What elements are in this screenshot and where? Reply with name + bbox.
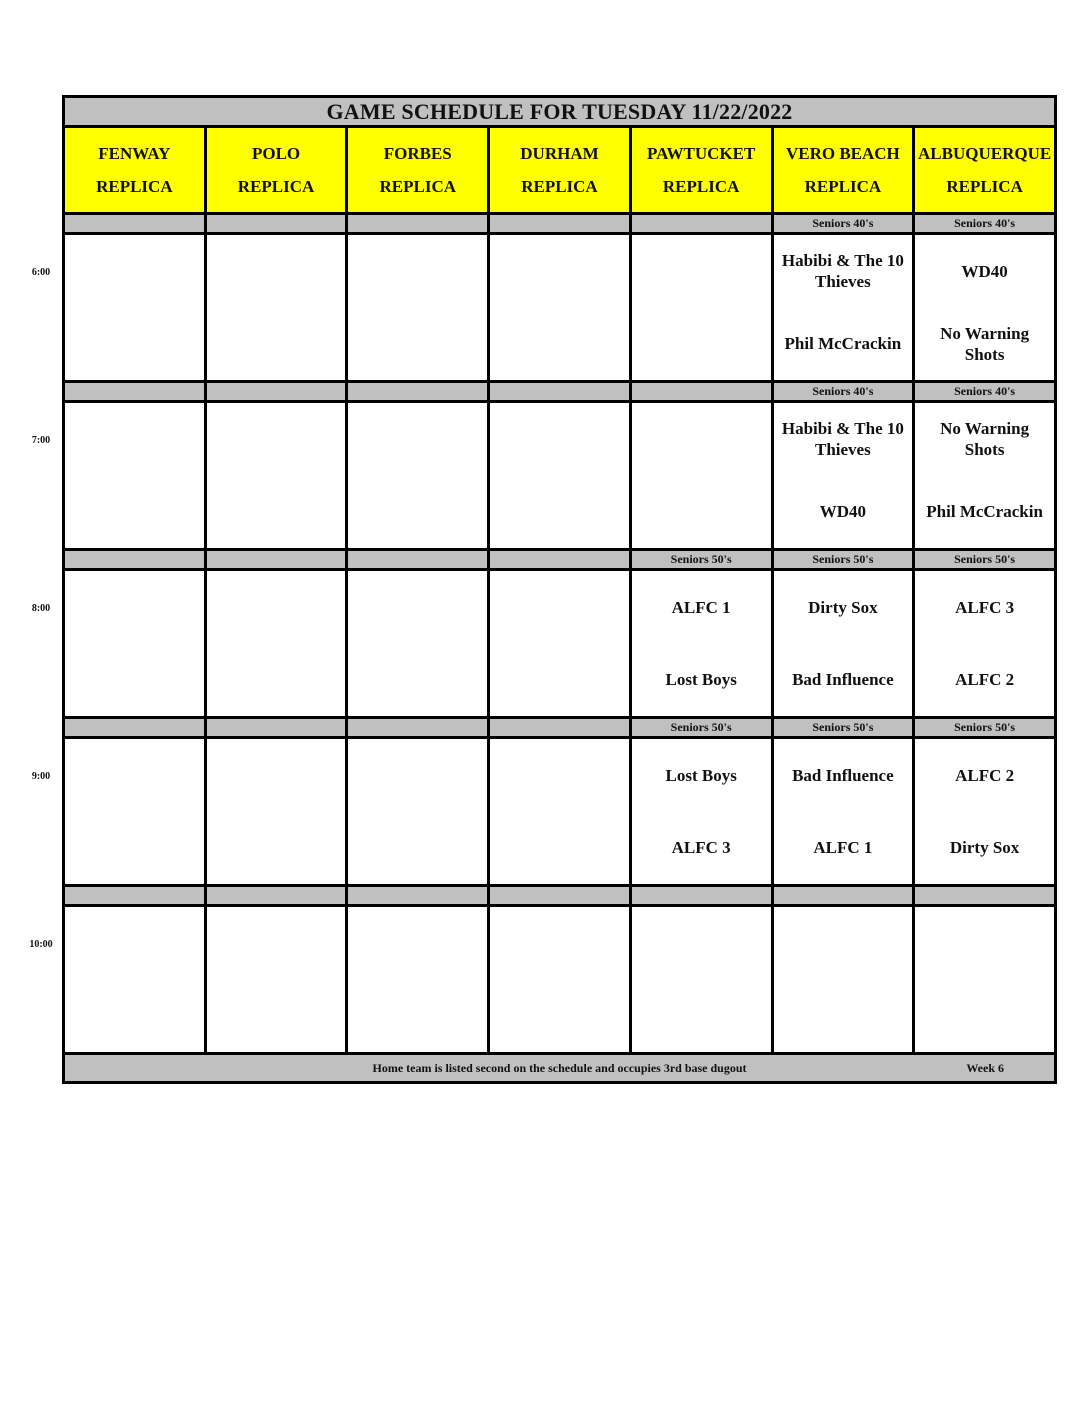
division-label [205,214,347,234]
field-header [347,127,489,214]
schedule-table [62,95,1057,1084]
division-label [914,886,1056,906]
footer-cell [64,1054,1056,1083]
matchup [632,235,771,380]
away-team: ALFC 1 [671,597,731,617]
game-cell [772,402,914,550]
away-team: WD40 [961,261,1008,281]
division-label: Seniors 50's [772,718,914,738]
game-cell [347,906,489,1054]
division-label: Seniors 40's [914,382,1056,402]
away-team: No Warning Shots [940,419,1030,460]
matchup [490,571,629,716]
matchup [207,235,346,380]
game-cell [914,738,1056,886]
field-name: ALBUQUERQUE [918,144,1052,163]
matchup [915,235,1054,380]
game-cell [64,402,206,550]
matchup [348,907,487,1052]
matchup [774,235,913,380]
game-cell [205,234,347,382]
game-cell [489,234,631,382]
home-team: Lost Boys [665,670,737,690]
division-label [630,382,772,402]
away-team: ALFC 2 [955,765,1015,785]
game-cell [630,570,772,718]
matchup [774,571,913,716]
home-team: Phil McCrackin [784,334,902,354]
division-row [64,886,1056,906]
game-row [64,402,1056,550]
matchup [774,403,913,548]
home-team: WD40 [819,502,866,522]
game-cell [489,570,631,718]
division-label: Seniors 50's [630,550,772,570]
game-cell [347,738,489,886]
game-cell [64,570,206,718]
away-team: Bad Influence [792,765,894,785]
matchup [774,907,913,1052]
matchup [65,739,204,884]
game-cell [914,402,1056,550]
division-label: Seniors 40's [914,214,1056,234]
time-label: 8:00 [31,602,51,614]
home-team: ALFC 1 [813,838,873,858]
division-label [347,382,489,402]
matchup [65,235,204,380]
game-cell [630,402,772,550]
division-label [205,382,347,402]
game-cell [914,906,1056,1054]
home-team-note: Home team is listed second on the schedule and occupies 3rd base dugout [372,1061,747,1075]
away-team: Habibi & The 10 Thieves [781,251,904,292]
matchup [915,403,1054,548]
field-name: DURHAM [520,144,599,163]
game-cell [630,738,772,886]
game-cell [630,906,772,1054]
division-label [64,886,206,906]
game-row [64,234,1056,382]
division-row [64,382,1056,402]
field-name: FENWAY [98,144,171,163]
footer-row [64,1054,1056,1083]
field-header [205,127,347,214]
field-type: REPLICA [662,177,740,196]
field-type: REPLICA [237,177,315,196]
division-label [489,718,631,738]
game-cell [489,402,631,550]
away-team: Lost Boys [665,765,737,785]
game-row [64,906,1056,1054]
matchup [632,571,771,716]
field-header [772,127,914,214]
division-label [347,550,489,570]
home-team: No Warning Shots [940,323,1030,364]
division-label [347,886,489,906]
field-header [489,127,631,214]
matchup [490,907,629,1052]
matchup [915,907,1054,1052]
matchup [348,739,487,884]
division-label [64,214,206,234]
matchup [490,739,629,884]
matchup [65,907,204,1052]
schedule-title: GAME SCHEDULE FOR TUESDAY 11/22/2022 [64,97,1056,127]
field-type: REPLICA [379,177,457,196]
division-label [64,550,206,570]
division-label [64,382,206,402]
matchup [632,907,771,1052]
game-cell [347,234,489,382]
division-label [205,886,347,906]
matchup [348,571,487,716]
title-row [64,97,1056,127]
game-cell [64,738,206,886]
time-label: 7:00 [31,434,51,446]
game-cell [772,570,914,718]
game-cell [489,738,631,886]
home-team: ALFC 2 [955,670,1015,690]
game-cell [772,234,914,382]
home-team: Phil McCrackin [926,502,1043,522]
field-type: REPLICA [96,177,173,196]
home-team: Bad Influence [792,670,894,690]
week-label: Week 6 [966,1061,1004,1075]
game-cell [205,570,347,718]
division-row [64,718,1056,738]
division-label: Seniors 40's [772,382,914,402]
division-label [205,718,347,738]
field-name: PAWTUCKET [647,144,756,163]
division-row [64,550,1056,570]
home-team: ALFC 3 [671,838,731,858]
field-type: REPLICA [521,177,598,196]
division-label [630,214,772,234]
game-cell [914,234,1056,382]
matchup [207,403,346,548]
matchup [490,235,629,380]
time-label: 6:00 [31,266,51,278]
matchup [490,403,629,548]
matchup [632,403,771,548]
field-name: VERO BEACH [785,144,900,163]
division-label [489,550,631,570]
division-label [205,550,347,570]
division-label [489,886,631,906]
time-label: 9:00 [31,770,51,782]
game-cell [205,402,347,550]
matchup [65,571,204,716]
field-header-row [64,127,1056,214]
game-cell [347,402,489,550]
division-label [347,718,489,738]
field-name: FORBES [383,144,452,163]
game-cell [630,234,772,382]
game-cell [205,738,347,886]
matchup [65,403,204,548]
matchup [207,571,346,716]
game-cell [64,234,206,382]
game-cell [772,738,914,886]
game-cell [347,570,489,718]
division-label [347,214,489,234]
time-label: 10:00 [29,938,53,950]
away-team: Habibi & The 10 Thieves [781,419,904,460]
division-label [64,718,206,738]
division-label: Seniors 40's [772,214,914,234]
division-row [64,214,1056,234]
matchup [632,739,771,884]
field-header [64,127,206,214]
game-row [64,738,1056,886]
game-cell [489,906,631,1054]
matchup [774,739,913,884]
field-header [914,127,1056,214]
field-header [630,127,772,214]
division-label [489,382,631,402]
home-team: Dirty Sox [949,838,1020,858]
field-type: REPLICA [804,177,882,196]
game-row [64,570,1056,718]
division-label: Seniors 50's [914,718,1056,738]
matchup [348,235,487,380]
matchup [915,571,1054,716]
away-team: ALFC 3 [955,597,1015,617]
division-label: Seniors 50's [914,550,1056,570]
division-label [772,886,914,906]
field-type: REPLICA [946,177,1023,196]
division-label: Seniors 50's [772,550,914,570]
division-label [489,214,631,234]
division-label [630,886,772,906]
away-team: Dirty Sox [808,597,878,617]
matchup [207,739,346,884]
field-name: POLO [251,144,301,163]
game-cell [205,906,347,1054]
game-cell [772,906,914,1054]
game-cell [64,906,206,1054]
game-cell [914,570,1056,718]
matchup [915,739,1054,884]
matchup [207,907,346,1052]
matchup [348,403,487,548]
division-label: Seniors 50's [630,718,772,738]
